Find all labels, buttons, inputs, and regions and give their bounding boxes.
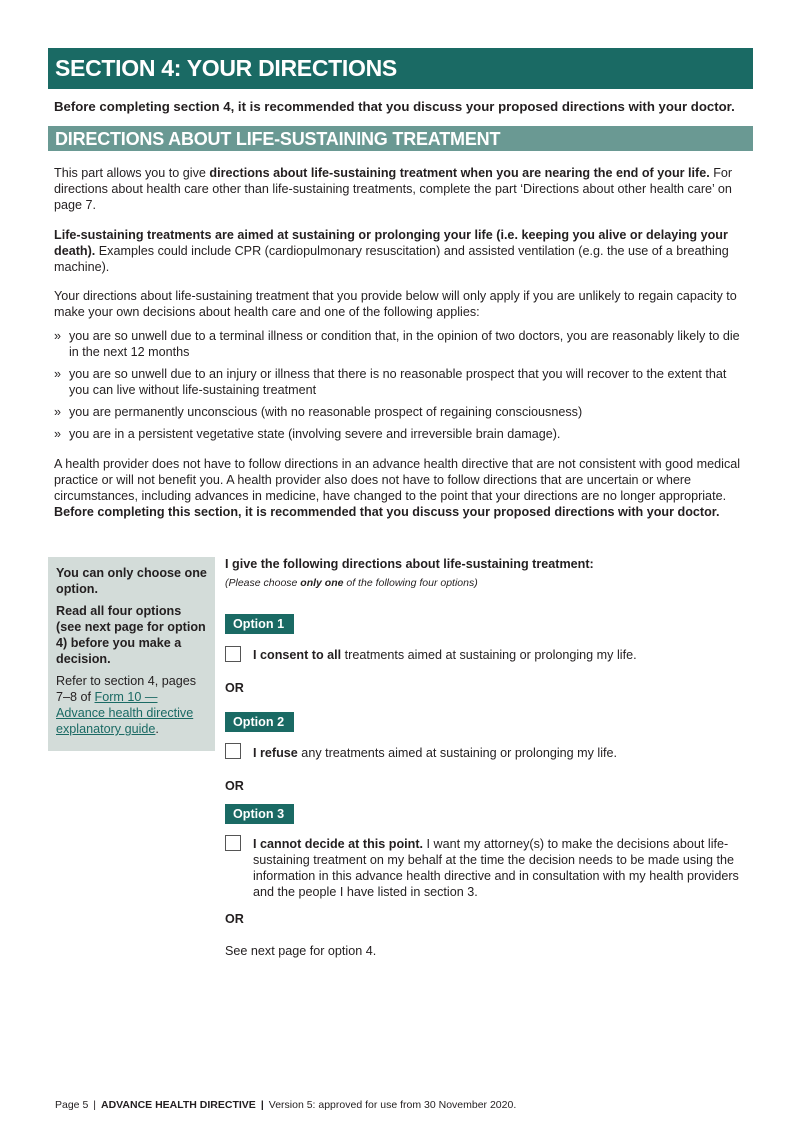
list-item-text: you are so unwell due to a terminal illness or condition that, in the opinion of two doctors, you are reasonably likely to die in the next 12 months: [69, 329, 740, 359]
page-number: Page 5: [55, 1099, 89, 1111]
sidebar-note-read-all: Read all four options (see next page for option 4) before you make a decision.: [56, 604, 206, 666]
option-3-bold: I cannot decide at this point.: [253, 837, 424, 851]
option-3-checkbox[interactable]: [225, 835, 241, 851]
option-1-bold: I consent to all: [253, 648, 342, 662]
conditions-list: [54, 328, 744, 442]
list-item: [54, 426, 744, 442]
section-intro: Before completing section 4, it is recommended that you discuss your proposed directions with your doctor.: [54, 99, 735, 114]
paragraph-definition: [54, 227, 744, 275]
option-3-tab: Option 3: [225, 804, 294, 824]
option-1-tab: Option 1: [225, 614, 294, 634]
para2-text-b: Examples could include CPR (cardiopulmonary resuscitation) and assisted ventilation (e.g. the use of a breathing machine).: [54, 244, 729, 274]
option-1-text: [253, 647, 743, 663]
para4-text-bold: Before completing this section, it is recommended that you discuss your proposed directions with your doctor.: [54, 505, 720, 519]
subsection-title: DIRECTIONS ABOUT LIFE-SUSTAINING TREATMENT: [48, 126, 753, 151]
sidebar-reference-text: Refer to section 4, pages 7–8 of: [56, 674, 197, 704]
explanatory-guide-link[interactable]: Form 10 — Advance health directive explanatory guide: [56, 690, 194, 736]
list-item: [54, 328, 744, 360]
option-1-checkbox[interactable]: [225, 646, 241, 662]
see-next-page-note: See next page for option 4.: [225, 944, 377, 958]
option-2-bold: I refuse: [253, 746, 298, 760]
option-3-rest: I want my attorney(s) to make the decisions about life-sustaining treatment on my behalf at the time the decision needs to be made using the information in this advance health directive and in consultation with my health providers and the people I have listed in section 3.: [253, 837, 739, 899]
list-item-text: you are permanently unconscious (with no reasonable prospect of regaining consciousness): [69, 405, 583, 419]
list-item-text: you are in a persistent vegetative state (involving severe and irreversible brain damage).: [69, 427, 561, 441]
sidebar-note-one-option: You can only choose one option.: [56, 566, 207, 596]
option-1-rest: treatments aimed at sustaining or prolonging my life.: [341, 648, 637, 662]
option-3-text: [253, 836, 743, 900]
or-label: OR: [225, 779, 244, 793]
para1-text-bold: directions about life-sustaining treatment when you are nearing the end of your life.: [209, 166, 710, 180]
para1-text-c: For directions about health care other than life-sustaining treatments, complete the part ‘Directions about other health care’ on page 7.: [54, 166, 733, 212]
document-title: ADVANCE HEALTH DIRECTIVE: [101, 1099, 256, 1111]
paragraph-health-provider: [54, 456, 744, 520]
page-footer: [55, 1097, 516, 1113]
list-item-text: you are so unwell due to an injury or illness that there is no reasonable prospect that you will recover to the extent that you can live without life-sustaining treatment: [69, 367, 727, 397]
bullet-icon: »: [54, 367, 62, 381]
para4-text-a: A health provider does not have to follow directions in an advance health directive that are not consistent with good medical practice or will not benefit you. A health provider also does not have to follow directions that are uncertain or where circumstances, including advances in medicine, have changed to the point that your directions are no longer appropriate.: [54, 457, 741, 503]
directions-note: [225, 575, 478, 591]
bullet-icon: »: [54, 405, 62, 419]
paragraph-conditions: [54, 288, 744, 320]
option-2-text: [253, 745, 743, 761]
note-text-bold: only one: [300, 577, 344, 589]
note-text-a: (Please choose: [225, 577, 301, 589]
option-2-tab: Option 2: [225, 712, 294, 732]
note-text-c: of the following four options): [343, 577, 478, 589]
bullet-icon: »: [54, 329, 62, 343]
footer-separator: |: [93, 1099, 97, 1111]
version-note: Version 5: approved for use from 30 November 2020.: [268, 1099, 517, 1111]
sidebar-note-reference: [56, 673, 207, 737]
option-2-checkbox[interactable]: [225, 743, 241, 759]
sidebar-reference-end: .: [155, 722, 159, 736]
para1-text-a: This part allows you to give: [54, 166, 210, 180]
option-2-rest: any treatments aimed at sustaining or prolonging my life.: [297, 746, 618, 760]
section-title: SECTION 4: YOUR DIRECTIONS: [48, 48, 753, 89]
or-label: OR: [225, 912, 244, 926]
footer-separator: |: [260, 1099, 264, 1111]
or-label: OR: [225, 681, 244, 695]
guidance-sidebar: [48, 557, 215, 751]
directions-heading: I give the following directions about life-sustaining treatment:: [225, 557, 594, 571]
list-item: [54, 366, 744, 398]
bullet-icon: »: [54, 427, 62, 441]
para3-text: Your directions about life-sustaining treatment that you provide below will only apply if you are unlikely to regain capacity to make your own decisions about health care and one of the following applies:: [54, 289, 737, 319]
list-item: [54, 404, 744, 420]
para2-text-bold: Life-sustaining treatments are aimed at sustaining or prolonging your life (i.e. keeping you alive or delaying your death).: [54, 228, 728, 258]
paragraph-intro: [54, 165, 744, 213]
